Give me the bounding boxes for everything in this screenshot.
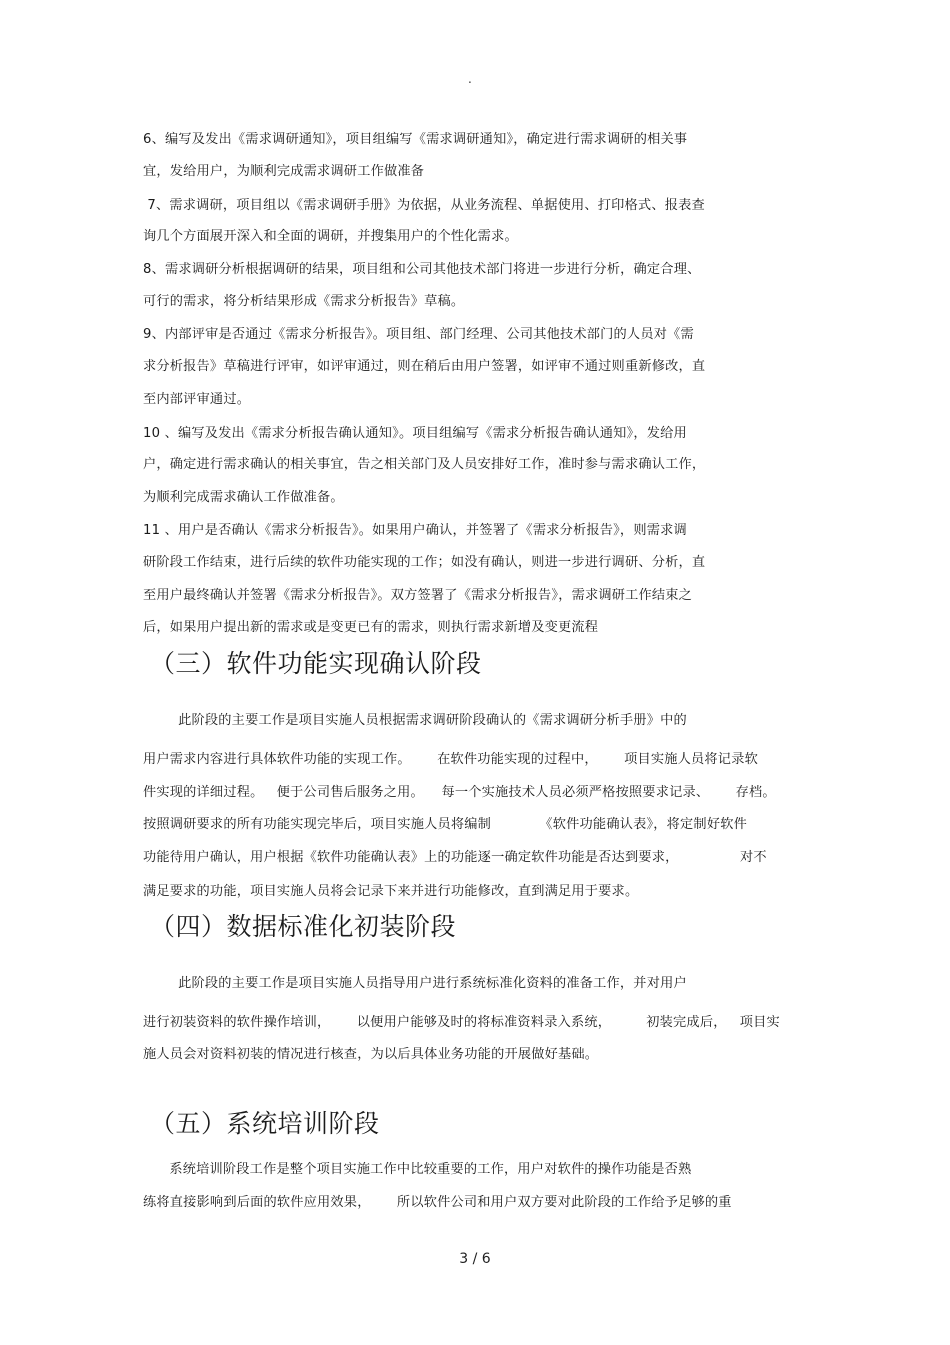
paragraph-line: 功能待用户确认，用户根据《软件功能确认表》上的功能逐一确定软件功能是否达到要求， 对不: [143, 850, 767, 865]
paragraph-line: 宜，发给用户，为顺利完成需求调研工作做准备: [143, 164, 425, 179]
paragraph-line: 进行初装资料的软件操作培训， 以便用户能够及时的将标准资料录入系统， 初装完成后， 项目实: [143, 1015, 780, 1030]
section-heading: （三）软件功能实现确认阶段: [150, 649, 482, 678]
paragraph-line: 至用户最终确认并签署《需求分析报告》。双方签署了《需求分析报告》，需求调研工作结束之: [143, 588, 693, 603]
paragraph-line: 10 、编写及发出《需求分析报告确认通知》。项目组编写《需求分析报告确认通知》，发给用: [143, 426, 687, 441]
paragraph-line: 用户需求内容进行具体软件功能的实现工作。 在软件功能实现的过程中， 项目实施人员将记录软: [143, 752, 758, 767]
paragraph-line: 7、需求调研，项目组以《需求调研手册》为依据，从业务流程、单据使用、打印格式、报表查: [143, 198, 705, 213]
paragraph-line: 可行的需求，将分析结果形成《需求分析报告》草稿。: [143, 294, 465, 309]
page-number: 3 / 6: [459, 1251, 491, 1267]
paragraph-line: 按照调研要求的所有功能实现完毕后，项目实施人员将编制 《软件功能确认表》，将定制好软件: [143, 817, 747, 832]
paragraph-line: 6、编写及发出《需求调研通知》，项目组编写《需求调研通知》，确定进行需求调研的相关事: [143, 132, 688, 147]
section-heading: （五）系统培训阶段: [150, 1109, 380, 1138]
paragraph-line: 练将直接影响到后面的软件应用效果， 所以软件公司和用户双方要对此阶段的工作给予足够的重: [143, 1195, 732, 1210]
paragraph-line: 施人员会对资料初装的情况进行核查，为以后具体业务功能的开展做好基础。: [143, 1047, 599, 1062]
paragraph-line: 此阶段的主要工作是项目实施人员指导用户进行系统标准化资料的准备工作，并对用户: [143, 976, 687, 991]
paragraph-line: 9、内部评审是否通过《需求分析报告》。项目组、部门经理、公司其他技术部门的人员对《需: [143, 327, 694, 342]
paragraph-line: 求分析报告》草稿进行评审，如评审通过，则在稍后由用户签署，如评审不通过则重新修改，直: [143, 359, 706, 374]
paragraph-line: 11 、用户是否确认《需求分析报告》。如果用户确认，并签署了《需求分析报告》，则需求调: [143, 523, 687, 538]
paragraph-line: 至内部评审通过。: [143, 392, 251, 407]
paragraph-line: 户，确定进行需求确认的相关事宜，告之相关部门及人员安排好工作，准时参与需求确认工作，: [143, 457, 706, 472]
paragraph-line: 此阶段的主要工作是项目实施人员根据需求调研阶段确认的《需求调研分析手册》中的: [143, 713, 687, 728]
header-dot: .: [468, 72, 472, 86]
paragraph-line: 研阶段工作结束，进行后续的软件功能实现的工作；如没有确认，则进一步进行调研、分析，直: [143, 555, 706, 570]
paragraph-line: 8、需求调研分析根据调研的结果，项目组和公司其他技术部门将进一步进行分析，确定合理、: [143, 262, 701, 277]
paragraph-line: 系统培训阶段工作是整个项目实施工作中比较重要的工作，用户对软件的操作功能是否熟: [143, 1162, 692, 1177]
paragraph-line: 为顺利完成需求确认工作做准备。: [143, 490, 344, 505]
paragraph-line: 满足要求的功能，项目实施人员将会记录下来并进行功能修改，直到满足用于要求。: [143, 884, 639, 899]
paragraph-line: 后，如果用户提出新的需求或是变更已有的需求，则执行需求新增及变更流程: [143, 620, 599, 635]
section-heading: （四）数据标准化初装阶段: [150, 912, 457, 941]
paragraph-line: 询几个方面展开深入和全面的调研，并搜集用户的个性化需求。: [143, 229, 518, 244]
paragraph-line: 件实现的详细过程。 便于公司售后服务之用。 每一个实施技术人员必须严格按照要求记录、 存档。: [143, 785, 776, 800]
